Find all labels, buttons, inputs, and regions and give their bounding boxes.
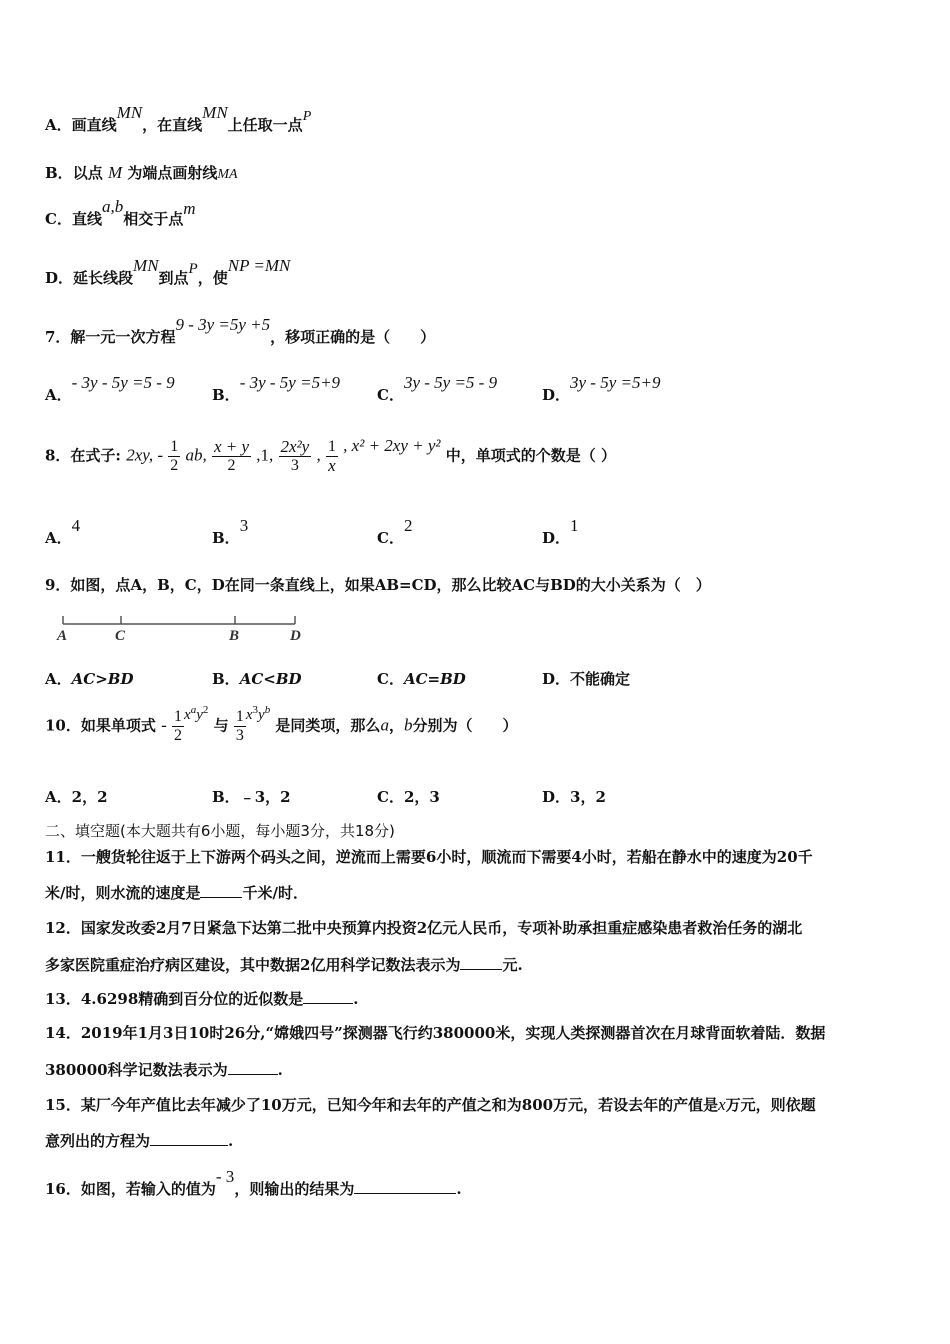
q10-frac-1: $\frac{1}{2}$ [174,708,183,744]
q8-option-a: A．4 [45,516,81,547]
q7-option-d: D．3y - 5y =5+9 [542,373,661,404]
q6-option-c: C．直线a,b相交于点m [45,197,196,228]
q10-option-d: D．3，2 [542,788,606,806]
q11-line-2: 米/时，则水流的速度是 千米/时． [45,884,308,902]
q10-option-b: B．﹣3，2 [212,788,291,806]
q13-answer-blank[interactable] [303,989,353,1004]
q7-option-a: A．- 3y - 5y =5 - 9 [45,373,175,404]
q14-line-1: 14．2019年1月3日10时26分,“嫦娥四号”探测器飞行约380000米，实现人类探测器首次在月球背面软着陆．数据 [45,1024,826,1042]
q9-option-c: C．AC=BD [377,670,466,688]
q9-label-d: D [290,628,301,644]
q10-option-c: C．2，3 [377,788,440,806]
q11-line-1: 11．一艘货轮往返于上下游两个码头之间，逆流而上需要6小时，顺流而下需要4小时，若船在静水中的速度为20千 [45,848,813,866]
q16-answer-blank[interactable] [354,1179,456,1194]
q8-option-d: D．1 [542,516,579,547]
q6-option-b: B．以点 M 为端点画射线MA [45,163,238,182]
q8-stem: 8．在式子: 2xy, - $\frac{1}{2}$ ab, $\frac{x + y}{2}$ ,1, $\frac{\text{2x²y}}{3}$ , $\frac{1}{x}$ , x² + 2xy + y² 中，单项式的个数是（ ） [45,435,616,475]
q8-frac-4: $\frac{1}{x}$ [327,438,336,475]
q15-line-1: 15．某厂今年产值比去年减少了10万元，已知今年和去年的产值之和为800万元，若设去年的产值是x万元，则依题 [45,1095,816,1114]
q9-option-a: A．AC>BD [45,670,134,688]
q16-line: 16．如图，若输入的值为- 3，则输出的结果为 . [45,1167,462,1198]
section-fill-in-heading: 二、填空题(本大题共有6小题，每小题3分，共18分) [45,822,395,840]
q6-option-a: A．画直线MN，在直线MN上任取一点P [45,103,312,134]
q9-option-b: B．AC<BD [212,670,302,688]
q8-frac-2: $\frac{x + y}{2}$ [214,437,250,474]
q8-frac-3: $\frac{\text{2x²y}}{3}$ [280,437,310,474]
q14-line-2: 380000科学记数法表示为 . [45,1061,283,1079]
q7-stem: 7．解一元一次方程9 - 3y =5y +5，移项正确的是（ ） [45,315,436,346]
q10-frac-2: $\frac{1}{3}$ [235,708,244,744]
q9-label-b: B [229,628,240,644]
q8-option-b: B．3 [212,516,249,547]
q7-option-c: C．3y - 5y =5 - 9 [377,373,498,404]
q8-option-c: C．2 [377,516,413,547]
q9-stem: 9．如图，点A，B，C，D在同一条直线上，如果AB=CD，那么比较AC与BD的大小关系为（ ） [45,576,711,594]
q12-answer-blank[interactable] [460,955,502,970]
q9-line-diagram [55,610,315,644]
q9-label-c: C [115,628,126,644]
q9-option-d: D．不能确定 [542,670,631,688]
q11-answer-blank[interactable] [200,883,242,898]
q8-frac-1: $\frac{1}{2}$ [170,438,179,474]
q7-option-b: B．- 3y - 5y =5+9 [212,373,341,404]
q13-line: 13．4.6298精确到百分位的近似数是 . [45,990,359,1008]
q12-line-1: 12．国家发改委2月7日紧急下达第二批中央预算内投资2亿元人民币，专项补助承担重症感染患者救治任务的湖北 [45,919,803,937]
q15-line-2: 意列出的方程为 . [45,1132,234,1150]
q14-answer-blank[interactable] [228,1060,278,1075]
q10-stem: 10．如果单项式 - $\frac{1}{2}$ $x^ay^2$ 与 $\frac{1}{3}$ $x^3y^b$ 是同类项，那么a，b分别为（ ） [45,703,518,744]
q10-option-a: A．2，2 [45,788,108,806]
q12-line-2: 多家医院重症治疗病区建设，其中数据2亿用科学记数法表示为 元. [45,956,523,974]
q9-label-a: A [57,628,68,644]
q6-option-d: D．延长线段MN到点P，使NP =MN [45,256,291,287]
q15-answer-blank[interactable] [150,1131,228,1146]
